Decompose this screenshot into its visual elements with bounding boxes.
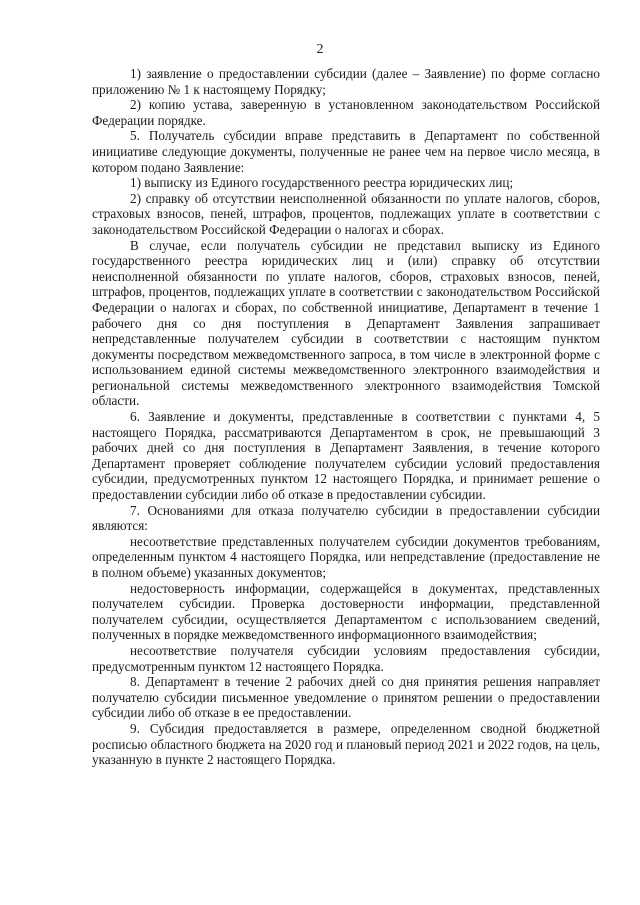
paragraph-9-subsidy-amount: 9. Субсидия предоставляется в размере, определенном сводной бюджетной росписью областного бюджета на 2020 год и плановый период 2021 и 2022 годов, на цель, указанную в пункте 2 настоящего Порядка. [92, 720, 600, 768]
paragraph-8-notification: 8. Департамент в течение 2 рабочих дней со дня принятия решения направляет получателю субсидии письменное уведомление о принятом решении о предоставлении субсидии либо об отказе в ее предоставлении. [92, 674, 600, 721]
paragraph-1-1-application: 1) заявление о предоставлении субсидии (далее – Заявление) по форме согласно приложению № 1 к настоящему Порядку; [92, 66, 600, 97]
refusal-ground-conditions: несоответствие получателя субсидии условиям предоставления субсидии, предусмотренным пунктом 12 настоящего Порядка. [92, 642, 600, 674]
page-number: 2 [316, 42, 324, 57]
paragraph-6-review-period: 6. Заявление и документы, представленные в соответствии с пунктами 4, 5 настоящего Порядка, рассматриваются Департаментом в срок, не превышающий 3 рабочих дней со дня поступления в Департамент Заявления, в течение которого Департамент проверяет соблюдение получателем субсидии условий предоставления субсидии, предусмотренных пунктом 12 настоящего Порядка, и принимает решение о предоставлении субсидии либо об отказе в предоставлении субсидии. [92, 409, 600, 503]
paragraph-7-refusal-grounds: 7. Основаниями для отказа получателю субсидии в предоставлении субсидии являются: [92, 502, 600, 534]
paragraph-5-optional-documents: 5. Получатель субсидии вправе представить в Департамент по собственной инициативе следующие документы, полученные не ранее чем на первое число месяца, в котором подано Заявление: [92, 128, 600, 175]
paragraph-interagency-request: В случае, если получатель субсидии не представил выписку из Единого государственного реестра юридических лиц и (или) справку об отсутствии неисполненной обязанности по уплате налогов, сборов, страховых взносов, пеней, штрафов, процентов, подлежащих уплате в соответствии с законодательством Российской Федерации о налогах и сборах, по собственной инициативе, Департамент в течение 1 рабочего дня со дня поступления в Департамент Заявления запрашивает непредставленные получателем субсидии в соответствии с настоящим пунктом документы посредством межведомственного запроса, в том числе в электронной форме с использованием единой системы межведомственного электронного взаимодействия и региональной системы межведомственного электронного взаимодействия Томской области. [92, 237, 600, 409]
document-body [92, 66, 600, 768]
paragraph-5-1-registry-extract: 1) выписку из Единого государственного реестра юридических лиц; [130, 175, 514, 191]
refusal-ground-inaccuracy: недостоверность информации, содержащейся в документах, представленных получателем субсидии. Проверка достоверности информации, представленной получателем субсидии, осуществляется Департаментом с использованием сведений, полученных в порядке межведомственного информационного взаимодействия; [92, 580, 600, 643]
refusal-ground-documents: несоответствие представленных получателем субсидии документов требованиям, определенным пунктом 4 настоящего Порядка, или непредставление (предоставление не в полном объеме) указанных документов; [92, 533, 600, 580]
paragraph-5-2-tax-certificate: 2) справку об отсутствии неисполненной обязанности по уплате налогов, сборов, страховых взносов, пеней, штрафов, процентов, подлежащих уплате в соответствии с законодательством Российской Федерации о налогах и сборах. [92, 190, 600, 237]
paragraph-1-2-charter-copy: 2) копию устава, заверенную в установленном законодательством Российской Федерации порядке. [92, 97, 600, 128]
